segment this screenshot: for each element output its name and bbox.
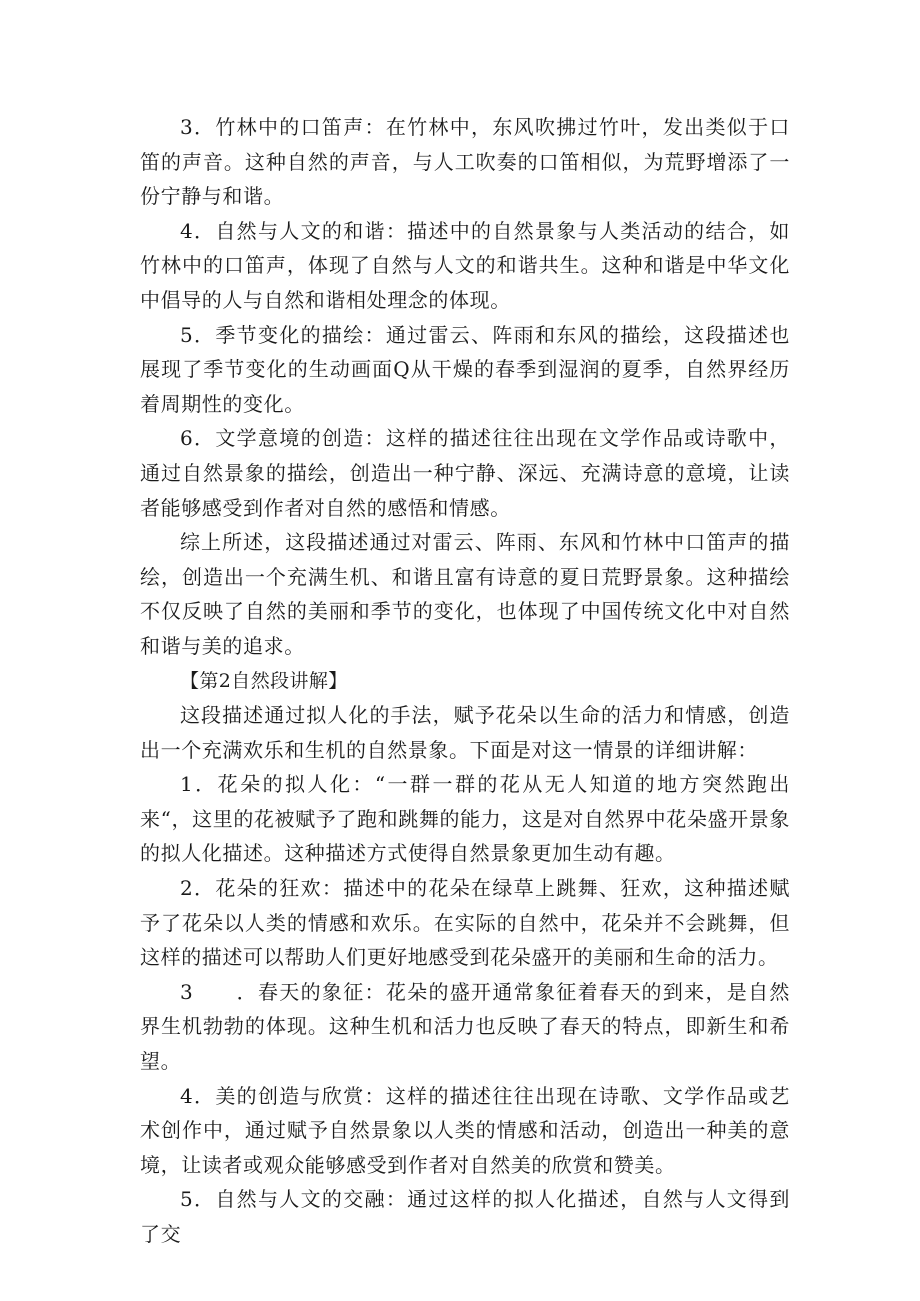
paragraph-spring-symbol: 3 ．春天的象征：花朵的盛开通常象征着春天的到来，是自然界生机勃勃的体现。这种生机和活力也反映了春天的特点，即新生和希望。 [140,979,790,1074]
paragraph-bamboo-flute: 3．竹林中的口笛声：在竹林中，东风吹拂过竹叶，发出类似于口笛的声音。这种自然的声音，与人工吹奏的口笛相似，为荒野增添了一份宁静与和谐。 [140,115,790,209]
paragraph-summary: 综上所述，这段描述通过对雷云、阵雨、东风和竹林中口笛声的描绘，创造出一个充满生机、和谐且富有诗意的夏日荒野景象。这种描绘不仅反映了自然的美丽和季节的变化，也体现了中国传统文化中对自然和谐与美的追求。 [140,530,790,658]
paragraph-literary-mood: 6．文学意境的创造：这样的描述往往出现在文学作品或诗歌中，通过自然景象的描绘，创造出一种宁静、深远、充满诗意的意境，让读者能够感受到作者对自然的感悟和情感。 [140,426,790,520]
section-heading: 【第2自然段讲解】 [180,669,348,692]
paragraph-nature-culture-fusion: 5．自然与人文的交融：通过这样的拟人化描述，自然与人文得到了交 [140,1187,790,1246]
paragraph-personification: 1．花朵的拟人化：“一群一群的花从无人知道的地方突然跑出来“，这里的花被赋予了跑和跳舞的能力，这是对自然界中花朵盛开景象的拟人化描述。这种描述方式使得自然景象更加生动有趣。 [140,772,790,866]
paragraph-season-change: 5．季节变化的描绘：通过雷云、阵雨和东风的描绘，这段描述也展现了季节变化的生动画面Q从干燥的春季到湿润的夏季，自然界经历着周期性的变化。 [140,322,790,416]
paragraph-beauty-creation: 4．美的创造与欣赏：这样的描述往往出现在诗歌、文学作品或艺术创作中，通过赋予自然景象以人类的情感和活动，创造出一种美的意境，让读者或观众能够感受到作者对自然美的欣赏和赞美。 [140,1083,790,1177]
document-page [140,110,790,1252]
paragraph-flower-carnival: 2．花朵的狂欢：描述中的花朵在绿草上跳舞、狂欢，这种描述赋予了花朵以人类的情感和欢乐。在实际的自然中，花朵并不会跳舞，但这样的描述可以帮助人们更好地感受到花朵盛开的美丽和生命的活力。 [140,876,790,970]
paragraph-harmony: 4．自然与人文的和谐：描述中的自然景象与人类活动的结合，如竹林中的口笛声，体现了自然与人文的和谐共生。这种和谐是中华文化中倡导的人与自然和谐相处理念的体现。 [140,218,790,312]
paragraph-section-intro: 这段描述通过拟人化的手法，赋予花朵以生命的活力和情感，创造出一个充满欢乐和生机的自然景象。下面是对这一情景的详细讲解： [140,703,790,762]
